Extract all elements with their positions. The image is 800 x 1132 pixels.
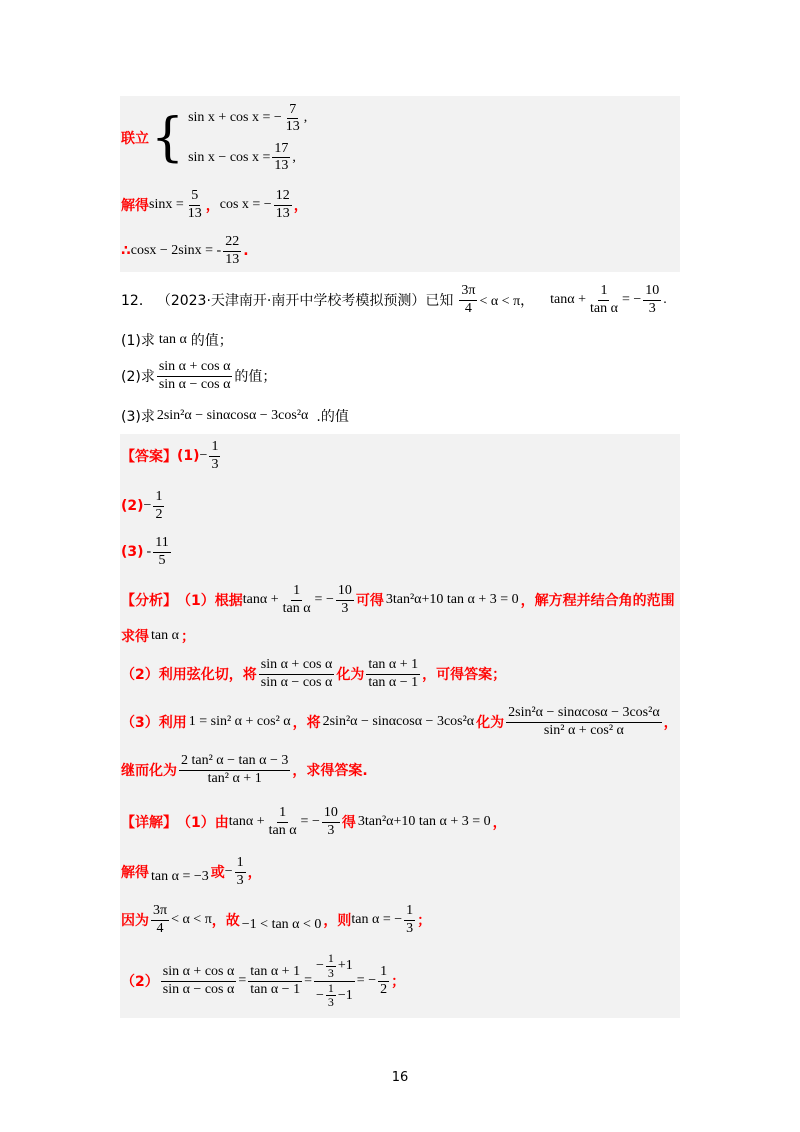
cosx-fraction: $\frac{12}{13}$ [275, 188, 290, 221]
question-3: (3)求 2sin²α − sinαcosα − 3cos²α .的值 [121, 408, 349, 425]
result-line: ∴ cosx − 2sinx = - $\frac{22}{13}$ . [121, 234, 249, 267]
solution-2: 解得 tan α = −3 或 − $\frac{1}{3}$ ， [121, 855, 262, 888]
problem-number: 12． [121, 293, 153, 309]
analysis-label: 【分析】 [121, 593, 177, 609]
eq2-fraction: $\frac{17}{13}$ [274, 141, 289, 174]
problem-stem: 12． （2023·天津南开·南开中学校考模拟预测）已知 $\frac{3\pi}{4}$ < α < π， tanα + $\frac{1}{\text{tan α}}$ = − $\frac{10}{3}$ . [121, 283, 667, 316]
question-1: (1)求 tan α 的值； [121, 332, 233, 349]
analysis-3-cont: 继而化为 $\frac{\text{2 tan² α − tan α − 3}}{\text{tan² α + 1}}$ ，求得答案. [121, 753, 368, 786]
page-number: 16 [391, 1070, 409, 1085]
system-brace: { [151, 108, 185, 168]
solution-1: 【详解】 （1）由 tanα + $\frac{1}{\text{tan α}}$ = − $\frac{10}{3}$ 得 3tan²α+10 tan α + 3 = 0 ， [121, 805, 507, 838]
analysis-1-cont: 求得 tan α ； [121, 628, 195, 645]
question-2: (2)求 $\frac{\text{sin α + cos α}}{\text{sin α − cos α}}$ 的值； [121, 359, 277, 392]
analysis-2: （2）利用弦化切，将 $\frac{\text{sin α + cos α}}{\text{sin α − cos α}}$ 化为 $\frac{\text{tan α + 1}}{\text{tan α − 1}}$ ，可得答案； [121, 657, 507, 690]
answer-1: 【答案】 (1) − $\frac{1}{3}$ [121, 439, 219, 472]
answer-label: 【答案】 [121, 449, 177, 465]
solution-3: 因为 $\frac{3\pi}{4}$ < α < π ，故 −1 < tan α < 0 ，则 tan α = − $\frac{1}{3}$ ； [121, 903, 432, 936]
eq2-lhs: sin x − cos x = [188, 149, 271, 165]
sinx-fraction: $\frac{5}{13}$ [187, 188, 202, 221]
solve-line: 解得 sinx = $\frac{5}{13}$ ， cos x = − $\frac{12}{13}$ ， [121, 188, 308, 221]
system-line: 联立 { sin x + cos x = − $\frac{7}{13}$ , sin x − cos x = $\frac{17}{13}$ , [121, 101, 308, 174]
eq1-fraction: $\frac{7}{13}$ [285, 101, 300, 134]
answer-2: (2) − $\frac{1}{2}$ [121, 489, 163, 522]
analysis-3: （3）利用 1 = sin² α + cos² α ，将 2sin²α − sinαcosα − 3cos²α 化为 $\frac{\text{2sin²α − sinαcosα − 3cos²α}}{\text{sin² α + cos² α}}$ ， [121, 705, 678, 738]
result-fraction: $\frac{22}{13}$ [225, 234, 240, 267]
problem-source: （2023·天津南开·南开中学校考模拟预测）已知 [156, 293, 454, 309]
eq1-lhs: sin x + cos x = − [188, 110, 282, 126]
solution-4: （2） $\frac{\text{sin α + cos α}}{\text{sin α − cos α}}$ = $\frac{\text{tan α + 1}}{\text{tan α − 1}}$ = − $\frac{1}{3}$ +1 − $\frac{1}{3}$ −1 = − $\frac{1}{2}$ ； [121, 950, 406, 1010]
complex-fraction: − $\frac{1}{3}$ +1 − $\frac{1}{3}$ −1 [315, 950, 353, 1010]
solution-label: 【详解】 [121, 815, 177, 831]
lianli-label: 联立 [121, 131, 149, 147]
therefore-symbol: ∴ [121, 243, 131, 259]
answer-3: (3) - $\frac{11}{5}$ [121, 535, 169, 568]
jiede-label: 解得 [121, 198, 149, 214]
analysis-1: 【分析】 （1）根据 tanα + $\frac{1}{\text{tan α}}$ = − $\frac{10}{3}$ 可得 3tan²α+10 tan α + 3 = 0 ，解方程并结合角的范围 [121, 583, 675, 616]
